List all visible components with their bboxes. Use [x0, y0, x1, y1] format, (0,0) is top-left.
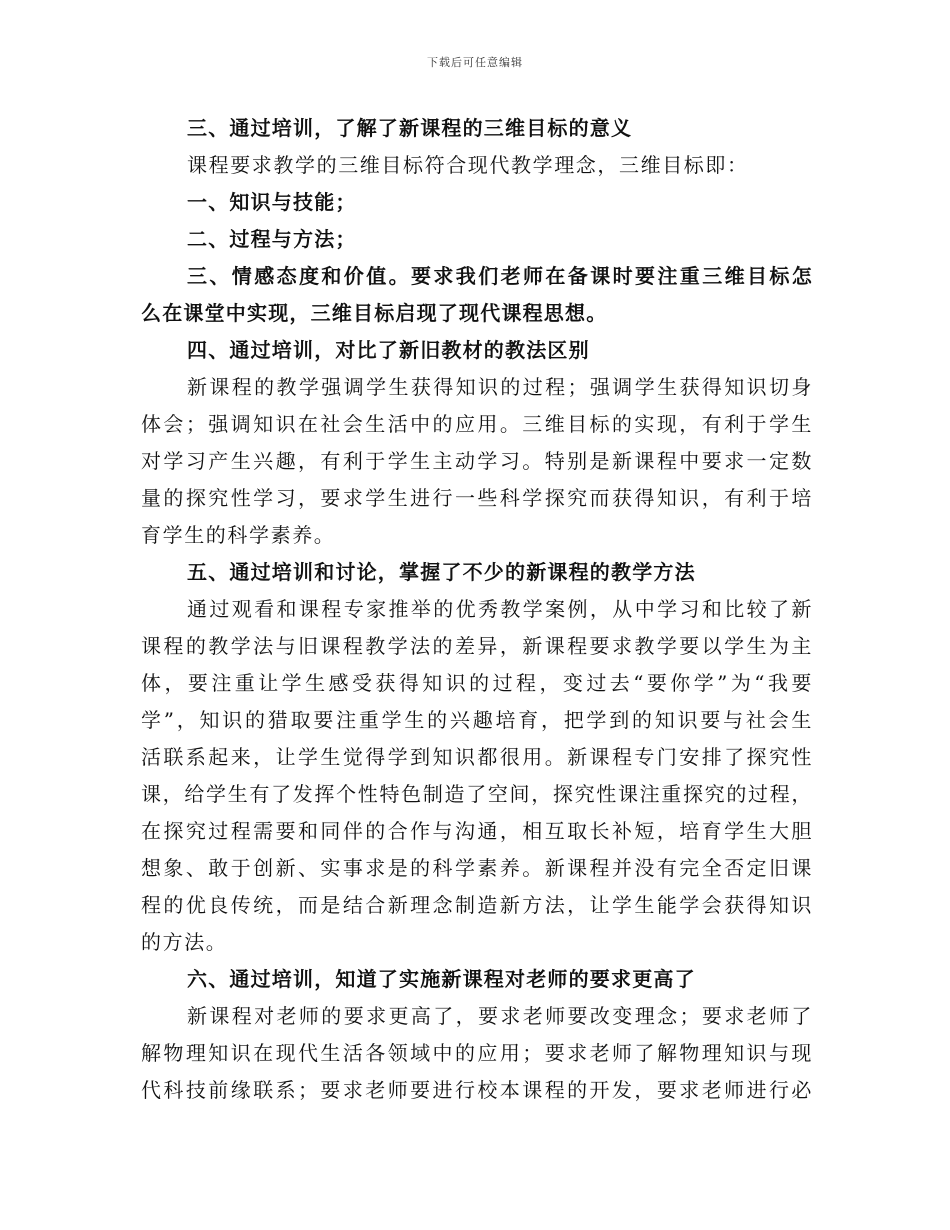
- body-text-line: 新课程对老师的要求更高了，要求老师要改变理念；要求老师了: [187, 1004, 813, 1028]
- body-text-line: 新课程的教学强调学生获得知识的过程；强调学生获得知识切身: [187, 375, 813, 399]
- section-heading-line: 么在课堂中实现，三维目标启现了现代课程思想。: [141, 301, 608, 325]
- body-text-line: 体会；强调知识在社会生活中的应用。三维目标的实现，有利于学生: [141, 412, 813, 436]
- body-text-line: 学”，知识的猎取要注重学生的兴趣培育，把学到的知识要与社会生: [141, 708, 813, 732]
- body-text-line: 体，要注重让学生感受获得知识的过程，变过去“要你学”为“我要: [141, 671, 813, 695]
- section-heading-line: 二、过程与方法；: [187, 227, 357, 251]
- section-heading-line: 三、情感态度和价值。要求我们老师在备课时要注重三维目标怎: [187, 264, 813, 288]
- page-header: 下载后可任意编辑: [427, 56, 523, 69]
- body-text-line: 代科技前缘联系；要求老师要进行校本课程的开发，要求老师进行必: [141, 1078, 813, 1102]
- section-heading-line: 一、知识与技能；: [187, 190, 357, 214]
- body-text-line: 对学习产生兴趣，有利于学生主动学习。特别是新课程中要求一定数: [141, 449, 813, 473]
- body-text-line: 通过观看和课程专家推举的优秀教学案例，从中学习和比较了新: [187, 597, 813, 621]
- body-text-line: 课，给学生有了发挥个性特色制造了空间，探究性课注重探究的过程，: [141, 782, 813, 806]
- body-text-line: 活联系起来，让学生觉得学到知识都很用。新课程专门安排了探究性: [141, 745, 813, 769]
- section-heading-line: 六、通过培训，知道了实施新课程对老师的要求更高了: [187, 967, 696, 991]
- body-text-line: 课程要求教学的三维目标符合现代教学理念，三维目标即：: [187, 153, 749, 177]
- section-heading-line: 三、通过培训，了解了新课程的三维目标的意义: [187, 116, 633, 140]
- body-text-line: 量的探究性学习，要求学生进行一些科学探究而获得知识，有利于培: [141, 486, 813, 510]
- document-body: [141, 110, 813, 1109]
- body-text-line: 育学生的科学素养。: [141, 523, 336, 547]
- body-text-line: 解物理知识在现代生活各领域中的应用；要求老师了解物理知识与现: [141, 1041, 813, 1065]
- section-heading-line: 四、通过培训，对比了新旧教材的教法区别: [187, 338, 590, 362]
- body-text-line: 课程的教学法与旧课程教学法的差异，新课程要求教学要以学生为主: [141, 634, 813, 658]
- body-text-line: 的方法。: [141, 930, 228, 954]
- section-heading-line: 五、通过培训和讨论，掌握了不少的新课程的教学方法: [187, 560, 696, 584]
- body-text-line: 在探究过程需要和同伴的合作与沟通，相互取长补短，培育学生大胆: [141, 819, 813, 843]
- body-text-line: 程的优良传统，而是结合新理念制造新方法，让学生能学会获得知识: [141, 893, 813, 917]
- body-text-line: 想象、敢于创新、实事求是的科学素养。新课程并没有完全否定旧课: [141, 856, 813, 880]
